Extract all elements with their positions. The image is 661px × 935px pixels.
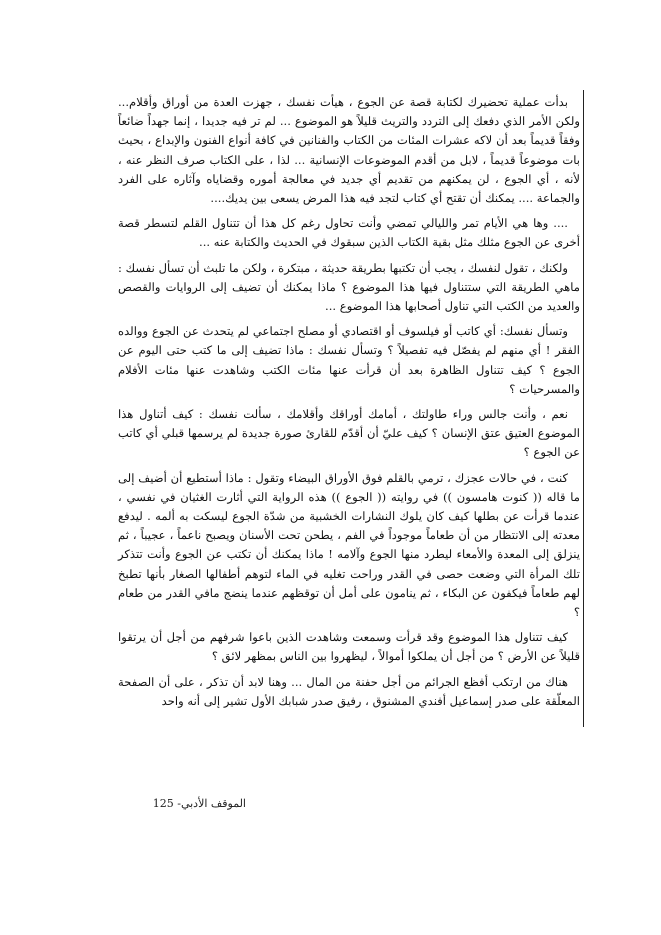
paragraph-1: بدأت عملية تحضيرك لكتابة قصة عن الجوع ، هيأت نفسك ، جهزت العدة من أوراق وأقلام... ولكن الأمر الذي دفعك إلى التردد والتريث قليلاً هو الموضوع ... لم تر فيه جديدا ، إنما جهداً ضائعاً وفقاً قديماً بعد أن لاكه عشرات المئات من الكتاب والفنانين في كافة أنواع الفنون والإبداع ، بحيث بات موضوعاً قديماً ، لابل من أقدم الموضوعات الإنسانية ... لذا ، على الكتاب صرف النظر عنه ، لأنه ، أي الجوع ، لن يمكنهم من تقديم أي جديد في معالجة أموره وقضاياه وآثاره على الفرد والجماعة .... يمكنك أن تقتح أي كتاب لتجد فيه هذا المرض يسعى بين يديك.... bbox=[118, 95, 580, 206]
paragraph-2: .... وها هي الأيام تمر والليالي تمضي وأنت تحاول رغم كل هذا أن تتناول القلم لتسطر قصة أخرى عن الجوع مثلك مثل بقية الكتاب الذين سبقوك في الحديث والكتابة عنه ... bbox=[118, 216, 580, 250]
paragraph-4: وتسأل نفسك: أي كاتب أو فيلسوف أو اقتصادي أو مصلح اجتماعي لم يتحدث عن الجوع ووالده الفقر ! أي منهم لم يفصّل فيه تفصيلاً ؟ وتسأل نفسك : ماذا تضيف إلى ما كتب حتى اليوم عن الجوع ؟ كيف تتناول الظاهرة بعد أن قرأت عنها مئات الكتب وشاهدت عنها مئات الأفلام والمسرحيات ؟ bbox=[118, 324, 580, 396]
paragraph-6: كنت ، في حالات عجزك ، ترمي بالقلم فوق الأوراق البيضاء وتقول : ماذا أستطيع أن أضيف إلى ما قاله (( كنوت هامسون )) في روايته (( الجوع )) هذه الرواية التي أثارت الغثيان في نفسي ، عندما قرأت عن بطلها كيف كان يلوك النشارات الخشبية من شدّة الجوع ليسكت به ألمه . ليدفع معدته إلى الانتظار من أن طعاماً موجوداً في الفم ، يطحن تحت الأسنان ويصبح ناعماً ، عجيباً ، ثم ينزلق إلى المعدة والأمعاء ليطرد منها الجوع وآلامه ! ماذا يمكنك أن تكتب عن الجوع وأنت تتذكر تلك المرأة التي وضعت حصى في القدر وراحت تغليه في الماء لتوهم أطفالها الصغار بأنها تطبخ لهم طعاماً فيكفون عن البكاء ، ثم ينامون على أمل أن توقظهم عندما ينضج مافي القدر من طعام ؟ bbox=[118, 470, 580, 620]
running-title: الموقف الأدبي bbox=[180, 797, 246, 810]
paragraph-5: نعم ، وأنت جالس وراء طاولتك ، أمامك أوراقك وأقلامك ، سألت نفسك : كيف أتناول هذا الموضوع العتيق عتق الإنسان ؟ كيف عليّ أن أقدّم للقارئ صورة جديدة لم يرسمها قبلي أي كاتب عن الجوع ؟ bbox=[118, 407, 580, 460]
paragraph-8: هناك من ارتكب أفظع الجرائم من أجل حفنة من المال ... وهنا لابد أن تذكر ، على أن الصفحة المعلّقة على صدر إسماعيل أفندي المشنوق ، رفيق صدر شبابك الأول تشير إلى أنه واحد bbox=[118, 674, 580, 708]
margin-rule bbox=[583, 90, 584, 727]
paragraph-3: ولكنك ، تقول لنفسك ، يجب أن تكتبها بطريقة حديثة ، مبتكرة ، ولكن ما تلبث أن تسأل نفسك : ماهي الطريقة التي ستتناول فيها هذا الموضوع ؟ ماذا يمكنك أن تضيف إلى الروايات والقصص والعديد من الكتب التي تناول أصحابها هذا الموضوع ... bbox=[118, 260, 580, 314]
footer-separator: - bbox=[173, 797, 181, 810]
text-column bbox=[118, 93, 580, 717]
paragraph-7: كيف تتناول هذا الموضوع وقد قرأت وسمعت وشاهدت الذين باعوا شرفهم من أجل أن يرتقوا قليلاً عن الأرض ؟ من أجل أن يملكوا أموالاً ، ليظهروا بين الناس بمظهر لائق ؟ bbox=[118, 630, 580, 664]
page-footer bbox=[153, 797, 246, 810]
page-number: 125 bbox=[152, 797, 174, 810]
